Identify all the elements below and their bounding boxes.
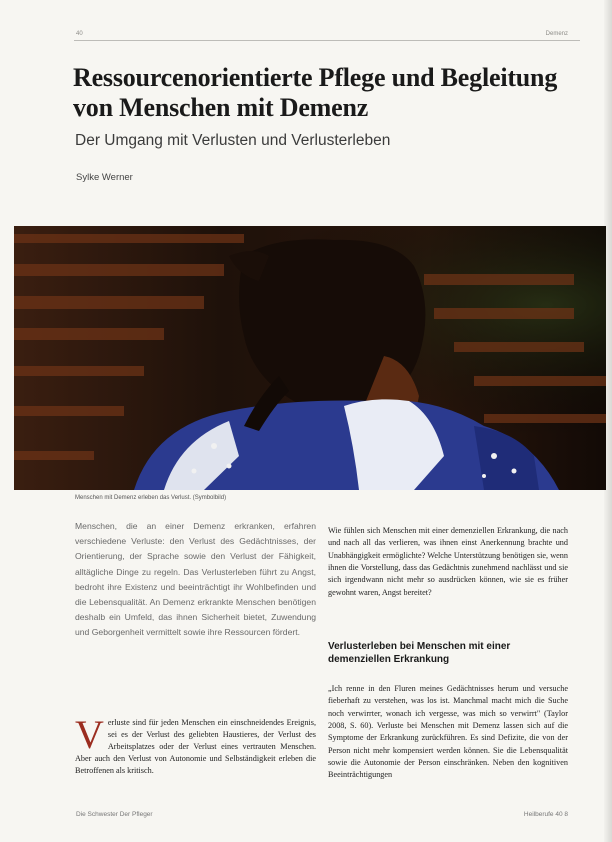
section-heading: Verlusterleben bei Menschen mit einer demenziellen Erkrankung	[328, 641, 511, 665]
left-column-body: erluste sind für jeden Menschen ein einschneidendes Ereignis, sei es der Verlust des geliebten Haustieres, der Verlust des Arbeitsplatzes oder der Verlust eines vertrauten Menschen. Aber auch den Verlust von Autonomie und Selbständigkeit erleben die Betroffenen als kritisch.	[75, 718, 316, 776]
photo-caption: Menschen mit Demenz erleben das Verlust. (Symbolbild)	[75, 495, 227, 501]
intro-paragraph: Menschen, die an einer Demenz erkranken, erfahren verschiedene Verluste: den Verlust des Gedächtnisses, der Orientierung, der Sprache sowie den Verlust der Fähigkeit, alltägliche Dinge zu regeln. Das Verlusterleben führt zu Angst, bedroht ihre Existenz und beeinträchtigt ihr Wohlbefinden und die Lebensqualität. An Demenz erkrankte Menschen benötigen deshalb ein Umfeld, das ihnen Sicherheit bietet, Zuwendung und Geborgenheit vermittelt sowie ihre Ressourcen fördert.	[75, 521, 316, 638]
page-number: 40	[76, 31, 83, 37]
right-column-paragraph-2: „Ich renne in den Fluren meines Gedächtnisses herum und versuche fieberhaft zu verstehen, was los ist. Manchmal macht mich die Suche noch verwirrter, wonach ich vergesse, was mich so verwirrt" (Taylor 2008, S. 60). Verluste bei Menschen mit Demenz lassen sich auf die Symptome der Erkrankung zurückführen. Es sind Defizite, die von der Person nicht mehr kompensiert werden können. Sie die Lebensqualität sowie die Autonomie der Person einschränken. Neben den kognitiven Beeinträchtigungen	[328, 684, 568, 780]
running-head: Demenz	[545, 31, 568, 37]
article-title: Ressourcenorientierte Pflege und Begleitung von Menschen mit Demenz	[73, 63, 558, 122]
article-photo	[14, 226, 606, 490]
left-column-text	[75, 712, 316, 777]
header-rule	[74, 40, 580, 41]
right-column-paragraph-1: Wie fühlen sich Menschen mit einer demenziellen Erkrankung, die nach und nach all das verlieren, was ihnen einst Anerkennung brachte und Unabhängigkeit ermöglichte? Welche Unterstützung benötigen sie, wenn ihnen die Vorstellung, dass das Gedächtnis zunehmend nachlässt und sie sich irgendwann nicht mehr so ausdrücken können, wie sie es früher gewohnt waren, Angst bereitet?	[328, 526, 568, 597]
drop-cap: V	[75, 712, 104, 757]
footer-left: Die Schwester Der Pfleger	[76, 811, 153, 818]
man-from-behind-photo	[14, 226, 606, 490]
footer-right: Heilberufe 40 8	[523, 811, 568, 818]
article-subtitle: Der Umgang mit Verlusten und Verlusterleben	[75, 132, 391, 149]
article-author: Sylke Werner	[76, 172, 133, 183]
